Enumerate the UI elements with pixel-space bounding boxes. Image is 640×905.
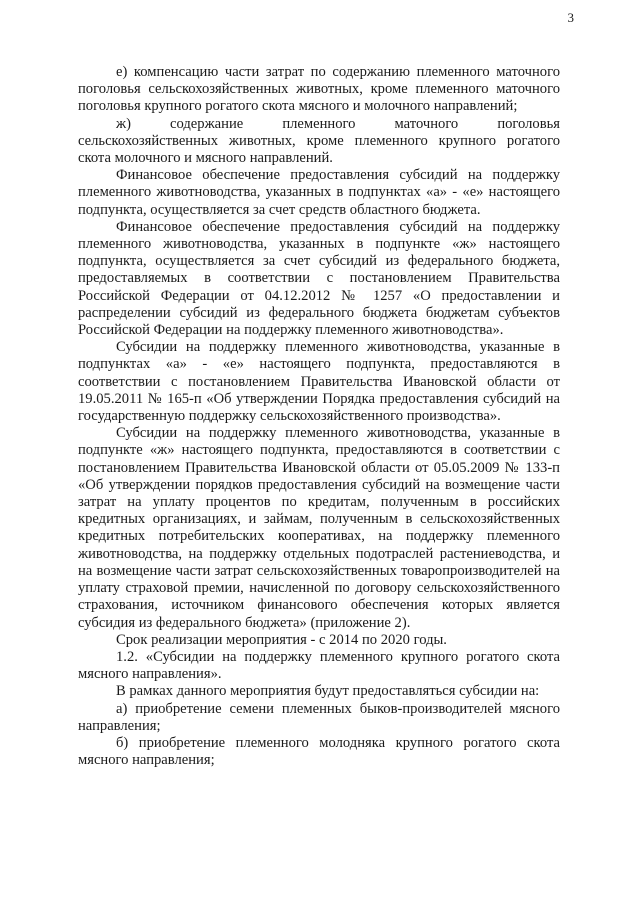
page-number: 3 bbox=[567, 10, 574, 25]
paragraph-funding-zh: Финансовое обеспечение предоставления субсидий на поддержку племенного животноводства, указанных в подпункте «ж» настоящего подпункта, осуществляется за счет субсидий из федерального бюджета, предоставляемых в соответствии с постановлением Правительства Российской Федерации от 04.12.2012 № 1257 «О предоставлении и распределении субсидий из федерального бюджета бюджетам субъектов Российской Федерации на поддержку племенного животноводства». bbox=[78, 218, 560, 339]
document-body bbox=[78, 64, 560, 769]
paragraph-subsidies-a-e: Субсидии на поддержку племенного животноводства, указанные в подпунктах «а» - «е» настоящего подпункта, предоставляются в соответствии с постановлением Правительства Ивановской области от 19.05.2011 № 165-п «Об утверждении Порядка предоставления субсидий на государственную поддержку сельскохозяйственного производства». bbox=[78, 339, 560, 425]
paragraph-subitem-e: е) компенсацию части затрат по содержанию племенного маточного поголовья сельскохозяйственных животных, кроме племенного маточного поголовья крупного рогатого скота мясного и молочного направлений; bbox=[78, 64, 560, 115]
paragraph-within-measure: В рамках данного мероприятия будут предоставляться субсидии на: bbox=[116, 683, 540, 700]
paragraph-term: Срок реализации мероприятия - с 2014 по 2020 годы. bbox=[116, 631, 447, 648]
paragraph-funding-a-e: Финансовое обеспечение предоставления субсидий на поддержку племенного животноводства, указанных в подпунктах «а» - «е» настоящего подпункта, осуществляется за счет средств областного бюджета. bbox=[78, 167, 560, 218]
paragraph-subitem-b: б) приобретение племенного молодняка крупного рогатого скота мясного направления; bbox=[78, 734, 560, 769]
paragraph-subitem-zh: ж) содержание племенного маточного поголовья сельскохозяйственных животных, кроме племенного крупного рогатого скота молочного и мясного направлений. bbox=[78, 115, 560, 167]
paragraph-section-1-2: 1.2. «Субсидии на поддержку племенного крупного рогатого скота мясного направления». bbox=[78, 648, 560, 683]
paragraph-subitem-a: а) приобретение семени племенных быков-производителей мясного направления; bbox=[78, 700, 560, 734]
paragraph-subsidies-zh: Субсидии на поддержку племенного животноводства, указанные в подпункте «ж» настоящего подпункта, предоставляются в соответствии с постановлением Правительства Ивановской области от 05.05.2009 № 133-п «Об утверждении порядков предоставления субсидий на возмещение части затрат на уплату процентов по кредитам, полученным в российских кредитных организациях, и займам, полученным в сельскохозяйственных кредитных потребительских кооперативах, на поддержку племенного животноводства, на поддержку отдельных подотраслей растениеводства, и на возмещение части затрат сельскохозяйственных товаропроизводителей на уплату страховой премии, начисленной по договору сельскохозяйственного страхования, источником финансового обеспечения которых является субсидия из федерального бюджета» (приложение 2). bbox=[78, 425, 560, 631]
